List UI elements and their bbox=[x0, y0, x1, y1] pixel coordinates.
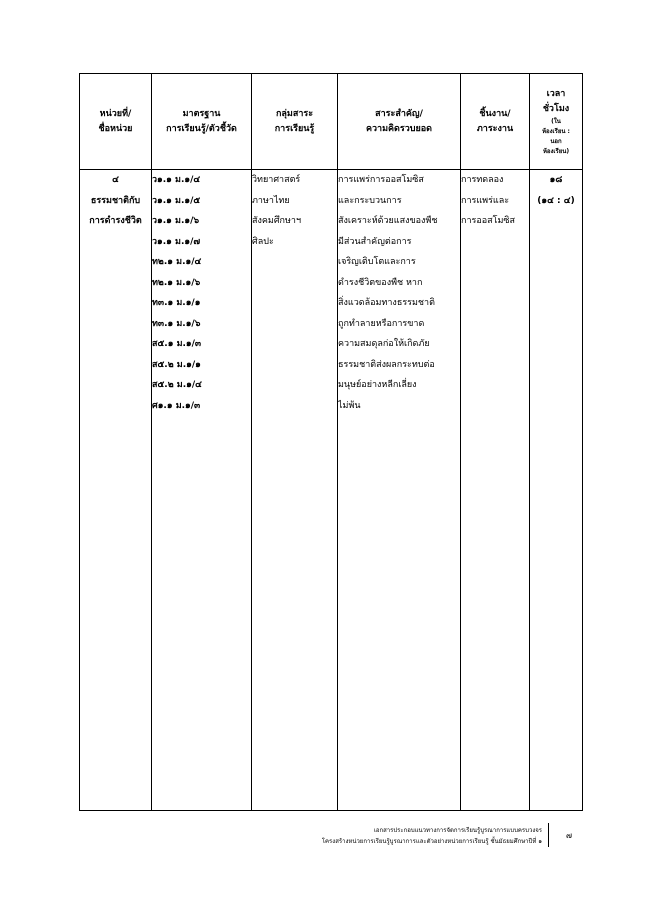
unit-plan-table bbox=[79, 73, 583, 811]
table-row bbox=[80, 170, 583, 811]
page-number: ๗ bbox=[566, 831, 573, 840]
subjects-cell bbox=[252, 170, 338, 811]
header-core-concept: สาระสำคัญ/ ความคิดรวบยอด bbox=[338, 74, 461, 170]
footer-line-1: เอกสารประกอบแนวทางการจัดการเรียนรู้บูรณาการแบบครบวงจร bbox=[373, 827, 542, 834]
standard-item: ท๓.๑ ม.๑/๖ bbox=[152, 318, 201, 329]
standards-cell bbox=[152, 170, 252, 811]
header-row bbox=[80, 74, 583, 170]
standard-item: ท๒.๑ ม.๑/๖ bbox=[152, 277, 201, 288]
standard-item: ว๑.๑ ม.๑/๖ bbox=[152, 216, 200, 226]
standard-item: ศ๑.๑ ม.๑/๓ bbox=[152, 400, 201, 411]
standard-item: ส๕.๑ ม.๑/๓ bbox=[152, 339, 202, 349]
header-standards: มาตรฐาน การเรียนรู้/ตัวชี้วัด bbox=[152, 74, 252, 170]
header-time: เวลา ชั่วโมง (ใน ห้องเรียน : นอก ห้องเรียน) bbox=[530, 74, 583, 170]
subject-item: ศิลปะ bbox=[252, 236, 274, 247]
standard-item: ส๕.๒ ม.๑/๔ bbox=[152, 380, 202, 390]
page-footer bbox=[270, 825, 542, 847]
subject-item: สังคมศึกษาฯ bbox=[252, 216, 302, 226]
footer-divider bbox=[548, 823, 549, 847]
subject-item: ภาษาไทย bbox=[252, 195, 290, 206]
header-unit: หน่วยที่/ ชื่อหน่วย bbox=[80, 74, 152, 170]
standard-item: ว๑.๑ ม.๑/๗ bbox=[152, 236, 201, 247]
footer-line-2: โครงสร้างหน่วยการเรียนรู้บูรณาการและตัวอย่างหน่วยการเรียนรู้ ชั้นมัธยมศึกษาปีที่ ๑ bbox=[321, 838, 542, 845]
standard-item: ท๒.๑ ม.๑/๔ bbox=[152, 257, 202, 267]
core-concept-cell: การแพร่การออสโมซิส และกระบวนการ สังเคราะห์ด้วยแสงของพืช มีส่วนสำคัญต่อการ เจริญเติบโตและการ ดำรงชีวิตของพืช หาก สิ่งแวดล้อมทางธรรมชาติ ถูกทำลายหรือการขาด ความสมดุลก่อให้เกิดภัย ธรรมชาติส่งผลกระทบต่อ มนุษย์อย่างหลีกเลี่ยง ไม่พ้น bbox=[338, 170, 461, 811]
subject-item: วิทยาศาสตร์ bbox=[252, 175, 301, 185]
header-activity: ชิ้นงาน/ ภาระงาน bbox=[461, 74, 530, 170]
unit-cell: ๔ ธรรมชาติกับ การดำรงชีวิต bbox=[80, 170, 152, 811]
activity-cell: การทดลอง การแพร่และ การออสโมซิส bbox=[461, 170, 530, 811]
time-cell: ๑๘ (๑๔ : ๔) bbox=[530, 170, 583, 811]
standard-item: ว๑.๑ ม.๑/๕ bbox=[152, 195, 201, 206]
header-subjects: กลุ่มสาระ การเรียนรู้ bbox=[252, 74, 338, 170]
standard-item: ว๑.๑ ม.๑/๔ bbox=[152, 175, 201, 185]
standard-item: ส๕.๒ ม.๑/๑ bbox=[152, 359, 201, 370]
standard-item: ท๓.๑ ม.๑/๑ bbox=[152, 298, 201, 308]
